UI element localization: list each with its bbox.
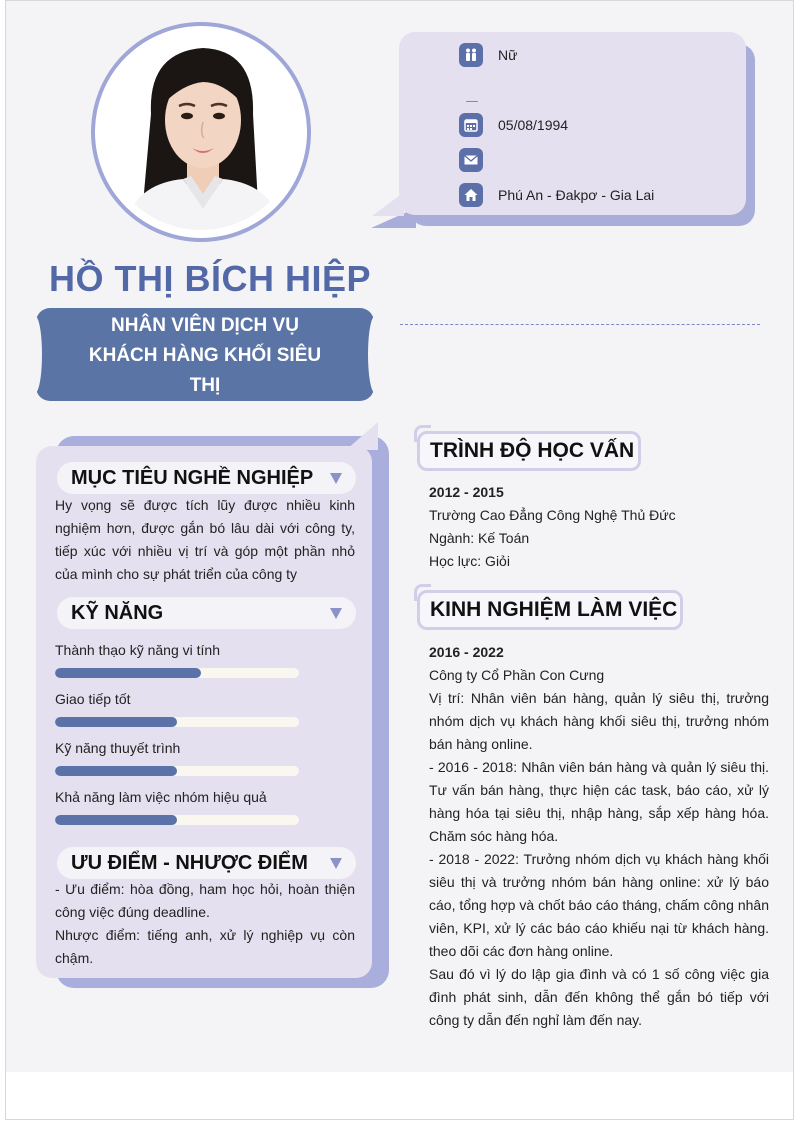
skill-label: Thành thạo kỹ năng vi tính	[55, 642, 220, 658]
skill-bar-track	[55, 815, 299, 825]
people-icon	[459, 43, 483, 67]
info-birthdate-row	[459, 113, 568, 137]
info-email-row	[459, 148, 498, 172]
left-panel-flag	[346, 422, 378, 450]
experience-company: Công ty Cổ Phần Con Cưng	[429, 667, 605, 683]
info-gender-row	[459, 43, 517, 67]
strengths-line: - Ưu điểm: hòa đồng, ham học hỏi, hoàn thiện công việc đúng deadline.	[55, 881, 355, 920]
skill-bar-fill	[55, 668, 201, 678]
page-footer-area	[6, 1072, 793, 1119]
education-block	[429, 481, 769, 573]
skill-bar-track	[55, 668, 299, 678]
education-major: Ngành: Kế Toán	[429, 530, 530, 546]
skill-bar-fill	[55, 717, 177, 727]
skill-bar-track	[55, 717, 299, 727]
experience-position: Vị trí: Nhân viên bán hàng, quản lý siêu thị, trưởng nhóm dịch vụ khách hàng khối siêu thị, trưởng nhóm bán hàng online.	[429, 690, 769, 752]
avatar	[103, 34, 299, 230]
home-icon	[459, 183, 483, 207]
calendar-icon	[459, 113, 483, 137]
weaknesses-line: Nhược điểm: tiếng anh, xử lý nghiệp vụ còn chậm.	[55, 927, 355, 966]
experience-heading-pill	[417, 590, 683, 630]
divider	[466, 101, 478, 102]
skill-bar-fill	[55, 815, 177, 825]
job-title-banner	[36, 308, 374, 401]
objective-heading: MỤC TIÊU NGHỀ NGHIỆP	[71, 466, 314, 489]
dashed-divider	[400, 324, 760, 325]
info-box-tail	[372, 192, 404, 216]
candidate-name: HỒ THỊ BÍCH HIỆP	[48, 258, 371, 299]
experience-heading: KINH NGHIỆM LÀM VIỆC	[430, 598, 678, 621]
triangle-down-icon	[330, 858, 342, 869]
info-birthdate: 05/08/1994	[498, 117, 569, 133]
skills-heading-pill	[57, 597, 356, 629]
skill-label: Khả năng làm việc nhóm hiệu quả	[55, 789, 267, 805]
skills-heading: KỸ NĂNG	[71, 601, 164, 624]
experience-detail: Sau đó vì lý do lập gia đình và có 1 số công việc gia đình phát sinh, dẫn đến không thể gắn bó tiếp với công ty dẫn đến nghỉ làm đến nay.	[429, 966, 769, 1028]
strengths-heading-pill	[57, 847, 356, 879]
portrait-image	[103, 34, 299, 230]
education-period: 2012 - 2015	[429, 484, 504, 500]
mail-icon	[459, 148, 483, 172]
job-title: NHÂN VIÊN DỊCH VỤ KHÁCH HÀNG KHỐI SIÊU THỊ	[88, 315, 322, 396]
triangle-down-icon	[330, 608, 342, 619]
experience-block	[429, 641, 769, 1032]
info-address-row	[459, 183, 654, 207]
strengths-heading: ƯU ĐIỂM - NHƯỢC ĐIỂM	[71, 851, 308, 874]
experience-detail: - 2016 - 2018: Nhân viên bán hàng và quản lý siêu thị. Tư vấn bán hàng, thực hiện các task, báo cáo, xử lý hàng hóa tại siêu thị, nhập hàng, sắp xếp hàng hóa. Chăm sóc hàng hóa.	[429, 759, 769, 844]
strengths-text	[55, 878, 355, 970]
education-school: Trường Cao Đẳng Công Nghệ Thủ Đức	[429, 507, 676, 523]
info-gender: Nữ	[498, 47, 518, 63]
experience-detail: - 2018 - 2022: Trưởng nhóm dịch vụ khách hàng khối siêu thị và trưởng nhóm bán hàng online: xử lý báo cáo, tổng hợp và chốt báo cáo tháng, chấm công nhân viên, KPI, xử lý các báo cáo khiếu nại từ khách hàng. theo dõi các đơn hàng online.	[429, 851, 769, 959]
skill-bar-track	[55, 766, 299, 776]
experience-period: 2016 - 2022	[429, 644, 504, 660]
skill-label: Giao tiếp tốt	[55, 691, 131, 707]
skill-bar-fill	[55, 766, 177, 776]
triangle-down-icon	[330, 473, 342, 484]
skill-label: Kỹ năng thuyết trình	[55, 740, 181, 756]
education-heading-pill	[417, 431, 641, 471]
objective-text: Hy vọng sẽ được tích lũy được nhiều kinh nghiệm hơn, được gắn bó lâu dài với công ty, tiếp xúc với nhiều vị trí và góp một phần nhỏ của mình cho sự phát triển của công ty	[55, 497, 355, 582]
education-grade: Học lực: Giỏi	[429, 553, 510, 569]
objective-heading-pill	[57, 462, 356, 494]
info-address: Phú An - Đakpơ - Gia Lai	[498, 187, 655, 203]
education-heading: TRÌNH ĐỘ HỌC VẤN	[430, 439, 635, 462]
